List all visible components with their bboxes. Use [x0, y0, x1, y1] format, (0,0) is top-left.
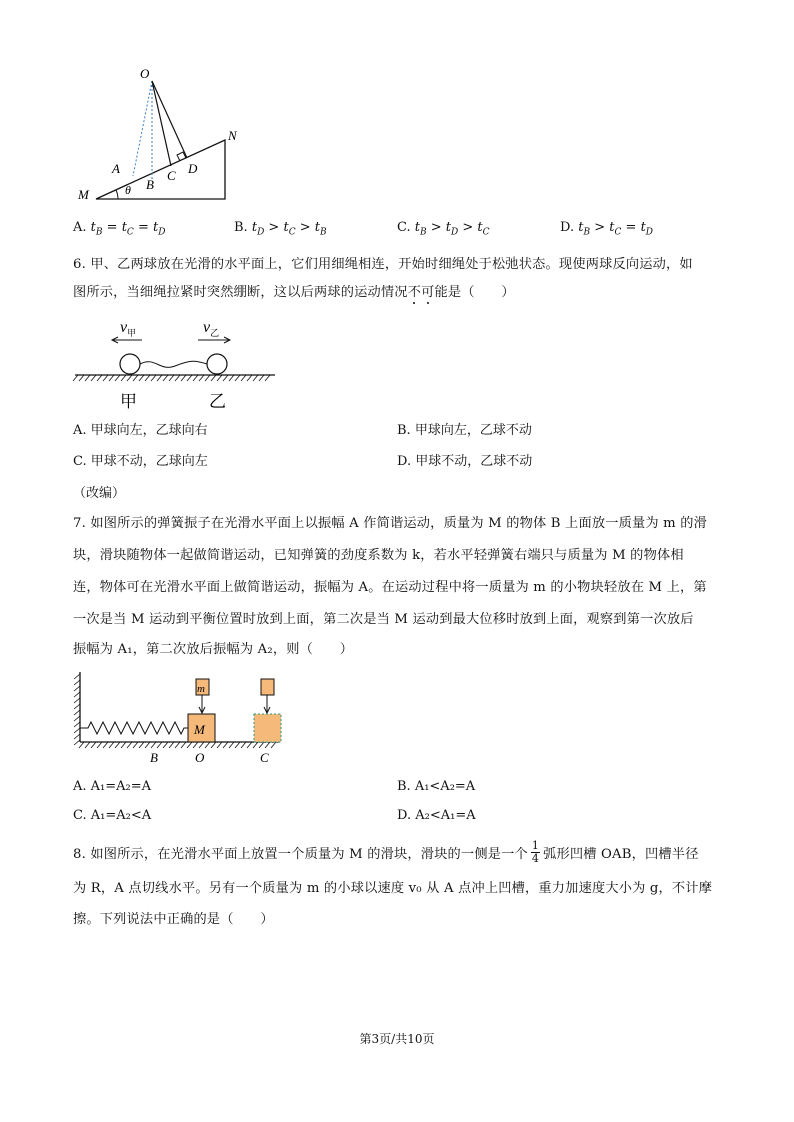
two-balls-figure — [70, 312, 280, 417]
q7-line-3: 连，物体可在光滑水平面上做简谐运动，振幅为 A。在运动过程中将一质量为 m 的小物块轻放在 M 上，第 — [73, 580, 707, 595]
label-A: A — [112, 161, 120, 176]
q5-option-a[interactable]: A. $t_B = t_C = t_D$ — [73, 220, 166, 238]
q7-line-4: 一次是当 M 运动到平衡位置时放到上面，第二次是当 M 运动到最大位移时放到上面，观察到第一次放后 — [73, 612, 694, 627]
string — [140, 361, 207, 367]
q7-option-d[interactable]: D. A₂<A₁=A — [397, 808, 476, 823]
block-M-label: M — [194, 722, 205, 737]
floor-hatch — [79, 742, 276, 748]
q5-option-d[interactable]: D. $t_B > t_C = t_D$ — [560, 220, 654, 238]
label-theta: θ — [125, 183, 131, 197]
emphasis-dot-char: 不 — [407, 285, 422, 300]
label-B: B — [150, 750, 158, 765]
line-OA — [133, 81, 152, 176]
line-OC — [152, 81, 171, 166]
label-M: M — [78, 187, 89, 202]
block-ghost-C — [254, 714, 281, 742]
ball-jia — [120, 354, 140, 374]
q6-line-2: 图所示，当细绳拉紧时突然绷断，这以后两球的运动情况不可能是（ ） — [73, 285, 515, 300]
ball-yi — [207, 354, 227, 374]
page-footer: 第3页/共10页 — [359, 1032, 435, 1046]
label-jia: 甲 — [120, 392, 137, 412]
spring-oscillator-figure — [68, 668, 298, 768]
emphasis-dot-char: 可 — [421, 285, 435, 300]
wall-hatch — [74, 674, 80, 745]
q7-line-5: 振幅为 A₁，第二次放后振幅为 A₂，则（ ） — [73, 642, 354, 657]
label-C: C — [167, 168, 176, 183]
v-right-label: $v_乙$ — [203, 319, 220, 338]
q6-option-c[interactable]: C. 甲球不动，乙球向左 — [73, 454, 208, 469]
label-O: O — [140, 66, 150, 81]
label-C: C — [260, 750, 269, 765]
q8-line-2: 为 R，A 点切线水平。另有一个质量为 m 的小球以速度 v₀ 从 A 点冲上凹槽，重力加速度大小为 g，不计摩 — [73, 881, 713, 896]
block-m-label: m — [197, 683, 205, 695]
v-left-label: $v_甲$ — [120, 319, 137, 338]
q7-line-1: 7. 如图所示的弹簧振子在光滑水平面上以振幅 A 作简谐运动，质量为 M 的物体 B 上面放一质量为 m 的滑 — [73, 516, 708, 531]
q6-option-a[interactable]: A. 甲球向左，乙球向右 — [73, 423, 208, 438]
q8-line-3: 擦。下列说法中正确的是（ ） — [73, 912, 274, 927]
label-D: D — [188, 161, 198, 176]
q6-note: （改编） — [73, 486, 126, 501]
q7-option-c[interactable]: C. A₁=A₂<A — [73, 808, 152, 823]
block-m-ghost — [261, 679, 274, 695]
label-N: N — [228, 128, 237, 143]
spring — [80, 722, 188, 734]
theta-arc — [116, 190, 118, 199]
q7-line-2: 块，滑块随物体一起做简谐运动，已知弹簧的劲度系数为 k，若水平轻弹簧右端只与质量为 M 的物体相 — [73, 548, 684, 563]
line-OD — [152, 81, 187, 158]
label-yi: 乙 — [209, 392, 226, 412]
incline-figure — [70, 60, 250, 205]
ground-hatch — [73, 375, 270, 381]
fraction-one-quarter: $\frac{1}{4}$ — [531, 839, 540, 865]
q5-option-b[interactable]: B. $t_D > t_C > t_B$ — [234, 220, 327, 238]
q6-line-1: 6. 甲、乙两球放在光滑的水平面上，它们用细绳相连，开始时细绳处于松弛状态。现使两球反向运动，如 — [73, 257, 693, 272]
label-B: B — [146, 177, 154, 192]
q8-line-1: 8. 如图所示，在光滑水平面上放置一个质量为 M 的滑块，滑块的一侧是一个 $\frac{1}{4}$ 弧形凹槽 OAB，凹槽半径 — [73, 839, 699, 865]
q7-option-a[interactable]: A. A₁=A₂=A — [73, 779, 152, 794]
q6-option-b[interactable]: B. 甲球向左，乙球不动 — [397, 423, 532, 438]
q6-option-d[interactable]: D. 甲球不动，乙球不动 — [397, 454, 533, 469]
q7-option-b[interactable]: B. A₁<A₂=A — [397, 779, 476, 794]
q5-option-c[interactable]: C. $t_B > t_D > t_C$ — [397, 220, 490, 238]
label-O: O — [195, 750, 205, 765]
